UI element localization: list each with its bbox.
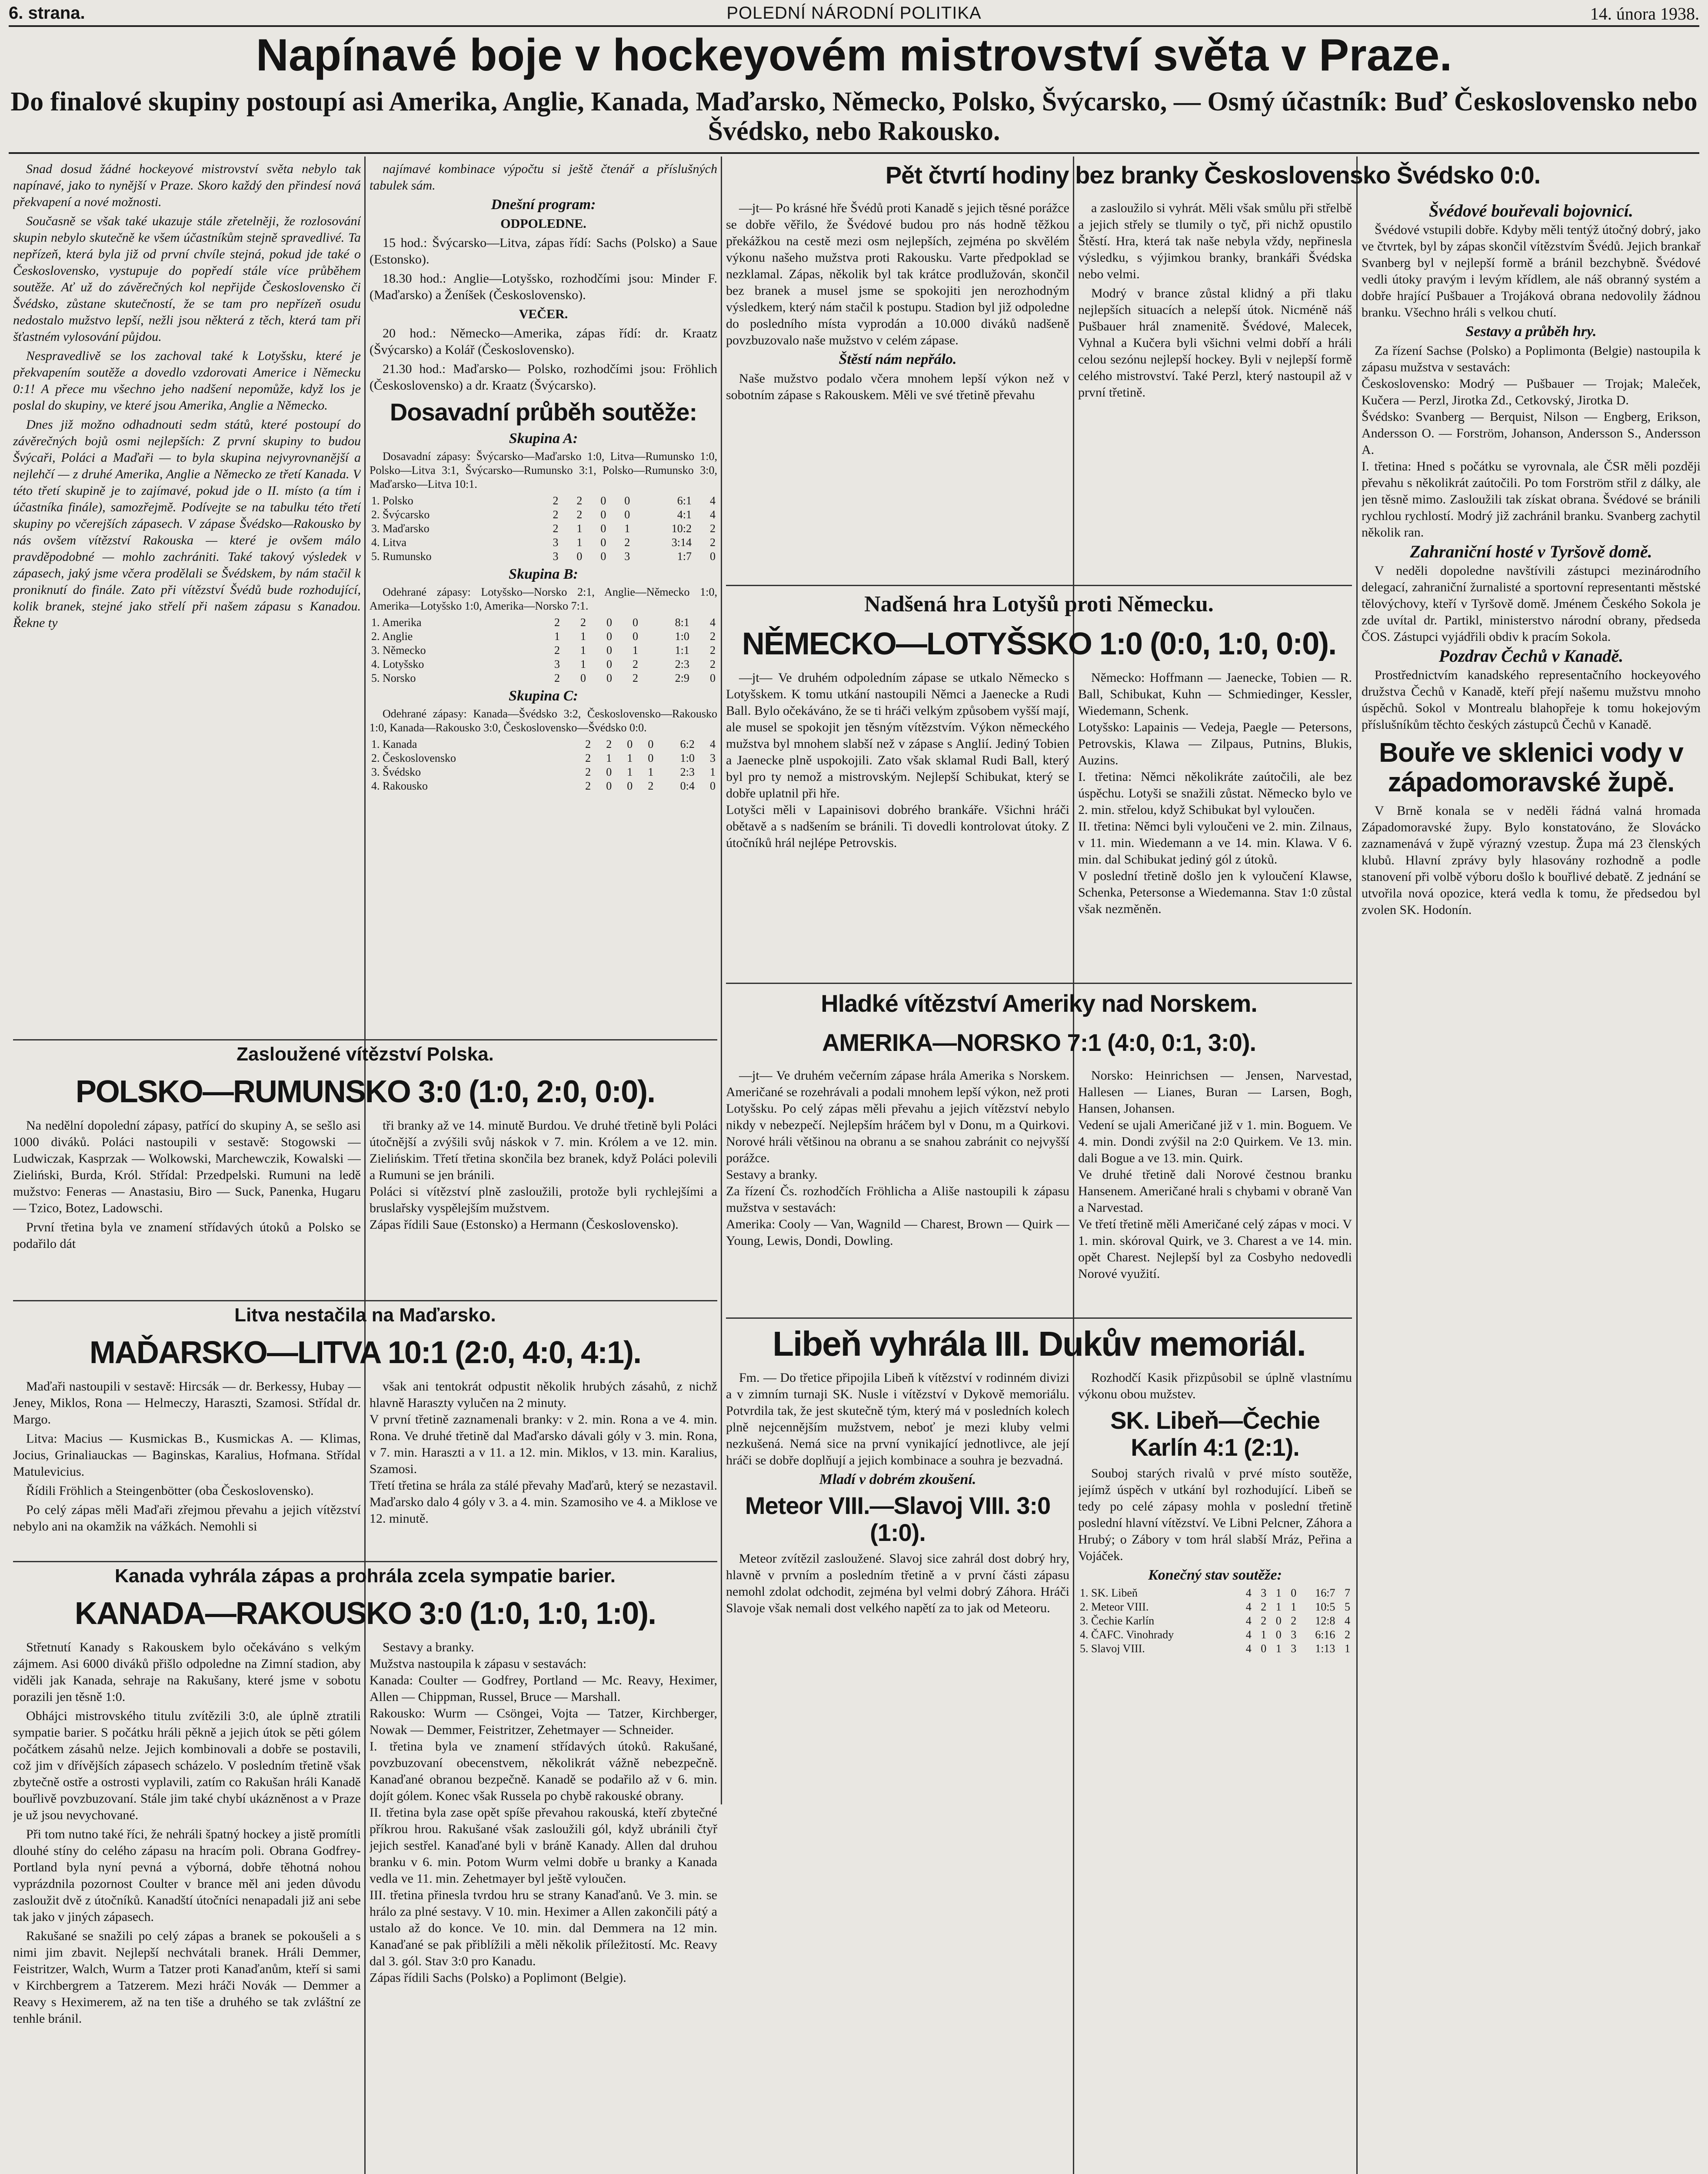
table-cell: 4. ČAFC. Vinohrady bbox=[1080, 1628, 1174, 1641]
article-paragraph: Švédové vstupili dobře. Kdyby měli tentýž útočný dobrý, jako ve čtvrtek, byl by zápas skončil vítězstvím Švédů. Jejich brankař Svanberg byl v nejlepší formě a bránil bezchybně. Švédové vedli útoky pravým i levým křídlem, ale náš obranný systém a dobře hrající Pušbauer a Trojáková obrana nedovolily žádnou branku. Všechno hráli s velkou chutí. bbox=[1362, 223, 1701, 320]
table-cell: 4:1 bbox=[677, 508, 692, 521]
table-cell: 0 bbox=[648, 738, 654, 750]
table-cell: 16:7 bbox=[1315, 1587, 1335, 1599]
svedove-headline: Švédové bouřevali bojovnicí. bbox=[1429, 201, 1633, 220]
table-row bbox=[370, 671, 717, 685]
group-a-table bbox=[370, 494, 717, 564]
zahranicni-headline: Zahraniční hosté v Tyršově domě. bbox=[1410, 542, 1652, 561]
table-cell: 0 bbox=[624, 494, 630, 507]
table-cell: 0 bbox=[648, 752, 654, 764]
final-standings-table bbox=[1078, 1586, 1352, 1656]
table-row bbox=[1078, 1614, 1352, 1628]
table-cell: 6:1 bbox=[677, 494, 692, 507]
table-cell: 5. Rumunsko bbox=[371, 550, 432, 563]
table-cell: 1 bbox=[606, 752, 612, 764]
mlady-subhead: Mladí v dobrém zkoušení. bbox=[819, 1471, 976, 1487]
column-rule bbox=[1073, 157, 1074, 2174]
article-paragraph: Při tom nutno také říci, že nehráli špatný hockey a jistě promítli dlouhé stíny do celého zápasu na hracím poli. Obrana Godfrey-Portland byla nyní pevná a výborná, dobře těhotná nohou vyprázdnila pozornost Coulter v brance měl ani jeden důvodu zasloužit dvě z útočníků. Kanadští útočníci nenapadali již ani sebe tak jako v jiných zápasech. bbox=[13, 1827, 361, 1924]
table-cell: 4 bbox=[1345, 1614, 1350, 1627]
table-cell: 2. Meteor VIII. bbox=[1080, 1600, 1149, 1613]
table-cell: 0 bbox=[627, 738, 633, 750]
article-paragraph: a zasloužilo si vyhrát. Měli však smůlu při střelbě a jejich střely se tlumily o tyč, při nichž opustilo Štěstí. Hra, která tak naše nebyla vždy, nepřinesla výsledku, s výjimkou branky, brankáři Švédska nebo velmi. bbox=[1078, 201, 1352, 281]
standings-headline: Dosavadní průběh soutěže: bbox=[390, 398, 697, 426]
amerika-lineups bbox=[1078, 1067, 1352, 1311]
article-paragraph: Rakušané se snažili po celý zápas a branek se pokoušeli a s nimi jim zbavit. Nejlepší nechvátali branek. Hráli Demmer, Feistritzer, Walch, Wurm a Tatzer proti Kanaďanům, kteří si sami v Kirchbergrem a Tatzerem. Mezi hráči Novák — Demmer a Reavy s Heximerem, až na ten tiše a druhého se tak zvláštní ze tenhle bránil. bbox=[13, 1929, 361, 2026]
group-c-table bbox=[370, 737, 717, 793]
table-cell: 2 bbox=[553, 494, 559, 507]
table-row bbox=[1078, 1642, 1352, 1656]
intro-paragraph: Dnes již možno odhadnouti sedm států, které postoupí do závěrečných bojů osmi nejlepších: Z první skupiny to budou Švýcaři, Poláci a Maďaři — to byla skupina nejvyrovnanější a nejlehčí — z druhé Amerika, Anglie a Německo ze třetí Kanada. V této třetí skupině je to zajímavé, pokud jde o II. místo (a tím i účastníka finále), samozřejmě. Podívejte se na tabulku této třetí skupiny po včerejších zápasech. V zápase Švédsko—Rakousko by nás ovšem vítězství Rakouska — které je ovšem málo pravděpodobné — mohlo zachrániti. Také takový výsledek v zápasech, jaký jsme včera prodělali se Švédskem, by nám stačil k proniknutí do finále. Zato při vítězství Švédů bude rozhodující, kolik branek, stejné jako střelí při našem zápasu s Kanadou. Řekne ty bbox=[13, 417, 361, 630]
article-paragraph: Německo: Hoffmann — Jaenecke, Tobien — R. Ball, Schibukat, Kuhn — Schmiedinger, Kessler, Wiedemann, Schenk. Lotyšsko: Lapainis — Vedeja, Paegle — Petersons, Petrovskis, Klawa — Zilpaus, Putnins, Blukis, Auzins. I. třetina: Němci několikráte zaútočili, ale bez úspěchu. Lotyši se snažili zůstat. Německo bylo ve 2. min. střelou, když Schibukat byl vyloučen. II. třetina: Němci byli vyloučeni ve 2. min. Zilnaus, v 11. min. Wiedemann a ve 14. min. Klawa. V 6. min. dal Schibukat jediný gól z útoků. V poslední třetině došlo jen k vyloučení Klawse, Schenka, Petersonse a Wiedemanna. Stav 1:0 zůstal však nezměněn. bbox=[1078, 670, 1352, 916]
program-evening: VEČER. bbox=[519, 307, 568, 321]
program-item: 21.30 hod.: Maďarsko— Polsko, rozhodčími jsou: Fröhlich (Československo) a dr. Kraatz (Švýcarsko). bbox=[370, 362, 717, 393]
section-rule bbox=[13, 1300, 717, 1301]
table-cell: 1:0 bbox=[680, 752, 695, 764]
table-cell: 2 bbox=[576, 508, 583, 521]
intro-paragraph: Nespravedlivě se los zachoval také k Lotyšsku, které je překvapením soutěže a dovedlo vzdorovati Americe i Německu 0:1! A přece mu všechno jeho nadšení nepomůže, když los je poslal do skupiny, ve které jsou Amerika, Anglie a Německo. bbox=[13, 349, 361, 413]
table-cell: 3 bbox=[553, 536, 559, 549]
table-cell: 12:8 bbox=[1315, 1614, 1335, 1627]
article-paragraph: Střetnutí Kanady s Rakouskem bylo očekáváno s velkým zájmem. Asi 6000 diváků přišlo odpoledne na Zimní stadion, aby viděli jak Kanada, sehraje na Rakušany, které jsme v sobotu porazili jen těsně 1:0. bbox=[13, 1640, 361, 1704]
section-rule bbox=[726, 1317, 1352, 1319]
main-headline: Napínavé boje v hockeyovém mistrovství světa v Praze. bbox=[256, 30, 1452, 80]
group-b-matches: Odehrané zápasy: Lotyšsko—Norsko 2:1, Anglie—Německo 1:0, Amerika—Lotyšsko 1:0, Amerika—Norsko 7:1. bbox=[370, 586, 717, 612]
page-header bbox=[9, 3, 1699, 27]
table-cell: 7 bbox=[1345, 1587, 1350, 1599]
cs-sweden-article bbox=[726, 200, 1069, 578]
program-item: 20 hod.: Německo—Amerika, zápas řídí: dr. Kraatz (Švýcarsko) a Kolář (Československo). bbox=[370, 326, 717, 357]
litva-article bbox=[13, 1378, 361, 1552]
table-cell: 3. Švédsko bbox=[371, 766, 421, 778]
table-cell: 1:1 bbox=[675, 644, 689, 657]
article-paragraph: Sestavy a branky. Mužstva nastoupila k zápasu v sestavách: Kanada: Coulter — Godfrey, Portland — Mc. Reavy, Heximer, Allen — Chippman, Russel, Bruce — Marshall. Rakousko: Wurm — Csöngei, Vojta — Tatzer, Kirchberger, Nowak — Demmer, Feistritzer, Zehetmayer — Schneider. I. třetina byla ve znamení střídavých útoků. Rakušané, povzbuzovaní obecenstvem, několikrát vážně nebezpečně. Kanaďané obranou bezpečně. Kanadě se podařilo až v 6. min. dojít gólem. Konec však Russela po chybě rakouské obrany. II. třetina byla zase opět spíše převahou rakouská, kteří zbytečné příkrou hrou. Rakušané však zasloužili gól, když ubránili čtyř jejich sestřel. Kanaďané byli v bráně Kanady. Allen dal druhou branku v 6. min. Potom Wurm velmi dobře u branky a Kanada vedla ve 11. min. Zehetmayer byl ještě vyloučen. III. třetina přinesla tvrdou hru se strany Kanaďanů. Ve 3. min. se hrálo za plné sestavy. V 10. min. Heximer a Allen zakončili pátý a ustalo až do konce. Ve 10. min. dal Demmera na 12 min. Kanaďané se pak přiblížili a měli několik příležitostí. Mc. Reavy dal 3. gól. Stav 3:0 pro Kanadu. Zápas řídili Sachs (Polsko) a Poplimont (Belgie). bbox=[370, 1640, 717, 1985]
table-cell: 1:0 bbox=[675, 630, 689, 643]
table-cell: 4 bbox=[710, 616, 716, 629]
pozdrav-headline: Pozdrav Čechů v Kanadě. bbox=[1438, 646, 1624, 666]
group-b-title: Skupina B: bbox=[509, 566, 578, 582]
column-rule bbox=[364, 157, 366, 2174]
lotysko-headline: NĚMECKO—LOTYŠSKO 1:0 (0:0, 1:0, 0:0). bbox=[742, 627, 1336, 661]
article-paragraph: Na nedělní dopolední zápasy, patřící do skupiny A, se sešlo asi 1000 diváků. Poláci nastoupili v sestavě: Stogowski — Ludwiczak, Kasprzak — Wolkowski, Marchewczik, Kowalski — Zieliński, Burda, Król. Střídal: Przedpelski. Rumuni na ledě mužstvo: Feneras — Anastasiu, Biro — Suck, Panenka, Hugaru — Tzico, Botez, Ladowschi. bbox=[13, 1118, 361, 1215]
table-cell: 0 bbox=[710, 550, 716, 563]
article-paragraph: Rozhodčí Kasik přizpůsobil se úplně vlastnímu výkonu obou mužstev. bbox=[1078, 1370, 1352, 1401]
table-cell: 0 bbox=[710, 780, 716, 792]
table-cell: 0 bbox=[600, 494, 606, 507]
table-cell: 1. Kanada bbox=[371, 738, 417, 750]
table-cell: 2 bbox=[580, 616, 586, 629]
article-paragraph: Meteor zvítězil zasloužené. Slavoj sice zahrál dost dobrý hry, hlavně v prvním a posledním třetině a v první části zápasu nemohl zdolat odchodit, zejména byl velmi dobrý Záhora. Hráči Slavoje však nemali dost velkého napětí za to jak od Meteoru. bbox=[726, 1551, 1069, 1615]
table-row bbox=[1078, 1628, 1352, 1642]
amerika-article bbox=[726, 1067, 1069, 1311]
table-row bbox=[370, 616, 717, 630]
table-cell: 0 bbox=[710, 672, 716, 684]
table-cell: 2. Československo bbox=[371, 752, 456, 764]
table-row bbox=[1078, 1586, 1352, 1600]
article-paragraph: Po celý zápas měli Maďaři zřejmou převahu a jejich vítězství nebylo ani na okamžik na vážkách. Nemohli si bbox=[13, 1503, 361, 1534]
table-cell: 2:3 bbox=[675, 658, 689, 670]
liben-results bbox=[1078, 1370, 1352, 2174]
table-cell: 2 bbox=[1291, 1614, 1297, 1627]
top-rule bbox=[9, 152, 1699, 154]
polsko-kicker: Zasloužené vítězství Polska. bbox=[236, 1044, 494, 1065]
intro-paragraph: Snad dosud žádné hockeyové mistrovství světa nebylo tak napínavé, jako to nynější v Praze. Skoro každý den přindesí nová překvapení a nové možnosti. bbox=[13, 162, 361, 209]
article-paragraph: V Brně konala se v neděli řádná valná hromada Západomoravské župy. Bylo konstatováno, že Slovácko zaznamenává v župě výrazný vzestup. Župa má 23 členských klubů. Hlavní zprávy byly hlasovány rozhodně a podle stanovení při volbě výboru došlo k bouřlivé debatě. Z jednání se utvořila nová opozice, která vedla k tomu, že předsedou byl zvolen SK. Hodonín. bbox=[1362, 804, 1701, 917]
table-cell: 2. Anglie bbox=[371, 630, 413, 643]
column-5 bbox=[1362, 200, 1701, 2174]
table-cell: 2 bbox=[553, 508, 559, 521]
column-2-program bbox=[370, 161, 717, 1035]
kanada-article bbox=[13, 1639, 361, 2174]
litva-kicker: Litva nestačila na Maďarsko. bbox=[234, 1304, 496, 1326]
column-rule bbox=[1356, 157, 1358, 2174]
page-number: 6. strana. bbox=[9, 3, 85, 23]
article-paragraph: První třetina byla ve znamení střídavých útoků a Polsko se podařilo dát bbox=[13, 1220, 361, 1251]
table-cell: 2 bbox=[710, 644, 716, 657]
table-cell: 5. Slavoj VIII. bbox=[1080, 1642, 1145, 1655]
table-row bbox=[370, 494, 717, 508]
polsko-article-cont bbox=[370, 1117, 717, 1291]
section-rule bbox=[13, 1039, 717, 1040]
table-cell: 2 bbox=[710, 522, 716, 535]
table-cell: 1 bbox=[1275, 1587, 1282, 1599]
article-paragraph: Řídili Fröhlich a Steingenbötter (oba Československo). bbox=[26, 1484, 314, 1498]
table-cell: 4 bbox=[1245, 1600, 1252, 1613]
litva-headline: MAĎARSKO—LITVA 10:1 (2:0, 4:0, 4:1). bbox=[89, 1335, 641, 1370]
table-cell: 2:9 bbox=[675, 672, 689, 684]
table-cell: 2 bbox=[710, 630, 716, 643]
table-cell: 1 bbox=[627, 766, 633, 778]
table-cell: 2 bbox=[710, 536, 716, 549]
table-row bbox=[370, 779, 717, 793]
table-cell: 0 bbox=[576, 550, 583, 563]
table-cell: 2 bbox=[648, 780, 654, 792]
table-cell: 1 bbox=[1275, 1600, 1282, 1613]
table-cell: 0 bbox=[606, 672, 613, 684]
meteor-headline: Meteor VIII.—Slavoj VIII. 3:0 (1:0). bbox=[745, 1492, 1051, 1546]
table-cell: 1. Amerika bbox=[371, 616, 422, 629]
issue-date: 14. února 1938. bbox=[1590, 4, 1699, 23]
table-cell: 4 bbox=[1245, 1614, 1252, 1627]
group-a-title: Skupina A: bbox=[509, 430, 578, 447]
final-table-title: Konečný stav soutěže: bbox=[1148, 1567, 1282, 1583]
program-item: 15 hod.: Švýcarsko—Litva, zápas řídí: Sachs (Polsko) a Saue (Estonsko). bbox=[370, 236, 717, 267]
table-cell: 0 bbox=[606, 630, 613, 643]
lotysko-kicker: Nadšená hra Lotyšů proti Německu. bbox=[864, 592, 1214, 617]
table-cell: 3 bbox=[1261, 1587, 1267, 1599]
table-cell: 3 bbox=[1291, 1628, 1297, 1641]
table-cell: 0 bbox=[606, 644, 613, 657]
table-cell: 4 bbox=[710, 494, 716, 507]
intro-cont: najímavé kombinace výpočtu si ještě čtenář a příslušných tabulek sám. bbox=[370, 162, 717, 193]
article-paragraph: Litva: Macius — Kusmickas B., Kusmickas A. — Klimas, Jocius, Grinaliauckas — Baginskas, Karalius, Hofmana. Střídal Matulevicius. bbox=[13, 1431, 361, 1479]
article-paragraph: Obhájci mistrovského titulu zvítězili 3:0, ale úplně ztratili sympatie barier. S počátku hráli pěkně a jejich útok se pěti gólem počátkem zásahů nelze. Jejich kombinovali a dobře se postavili, což jim v dřívějších zápasech scházelo. V posledním třetině však zbytečně ostře a ostrosti vyplavili, zatím co Rakušan hráli Kanadě bouřlivě povzbuzovaní. Stále jim také chybí ukázněnost a v Praze je už jsou nevychované. bbox=[13, 1709, 361, 1822]
table-cell: 0 bbox=[606, 658, 613, 670]
table-row bbox=[370, 765, 717, 779]
article-paragraph: Modrý v brance zůstal klidný a při tlaku nejlepších situacích a nelepší útok. Nicméně náš Pušbauer hrál znamenitě. Švédové, Malecek, Vyhnal a Kučera byli všichni velmi dobří a hráli celou sezónu nejlepší hockey. Byli v nejlepší formě celého mistrovství. Také Perzl, který nastoupil až v první třetině. bbox=[1078, 286, 1352, 400]
table-cell: 2 bbox=[1345, 1628, 1350, 1641]
program-item: 18.30 hod.: Anglie—Lotyšsko, rozhodčími jsou: Minder F. (Maďarsko) a Ženíšek (Československo). bbox=[370, 271, 717, 302]
intro-paragraph: Současně se však také ukazuje stále zřetelněji, že rozlosování skupin nebylo skutečně ke všem účastníkům stejně spravedlivé. Ta nepřízeň, která byla již od první chvíle stejná, pokud jde také o Československo, vystupuje do popředí stále více průběhem soutěže. Ať už do závěrečných kol nepřijde Československo či Švédsko, zůstane skutečností, že se tam pro nepřízeň osudu nedostalo mužstvo lepší, nežli jsou některá z těch, která tam při šťastném vylosování půjdou. bbox=[13, 214, 361, 344]
table-cell: 2 bbox=[633, 672, 639, 684]
table-cell: 4 bbox=[1245, 1587, 1252, 1599]
table-cell: 2 bbox=[554, 616, 560, 629]
amerika-kicker: Hladké vítězství Ameriky nad Norskem. bbox=[821, 990, 1257, 1017]
table-row bbox=[370, 630, 717, 644]
lotysko-lineups bbox=[1078, 670, 1352, 974]
table-row bbox=[370, 644, 717, 657]
table-row bbox=[370, 536, 717, 550]
table-cell: 0 bbox=[1261, 1642, 1267, 1655]
table-cell: 0 bbox=[624, 508, 630, 521]
cs-sweden-headline: Pět čtvrtí hodiny bez branky Československo Švédsko 0:0. bbox=[885, 161, 1541, 189]
table-row bbox=[370, 737, 717, 751]
table-cell: 1 bbox=[648, 766, 654, 778]
table-cell: 1 bbox=[627, 752, 633, 764]
table-cell: 3 bbox=[710, 752, 716, 764]
article-paragraph: Prostřednictvím kanadského representačního hockeyového družstva Čechů v Kanadě, kteří přejí našemu mužstvu mnoho úspěchů. Sokol v Montrealu blahopřeje k tomu hokejovým příslušníkům těchto českých zástupců Čechů v Kanadě. bbox=[1362, 668, 1701, 732]
table-cell: 1. SK. Libeň bbox=[1080, 1587, 1138, 1599]
table-cell: 8:1 bbox=[675, 616, 689, 629]
kanada-article-cont bbox=[370, 1639, 717, 2174]
table-cell: 1 bbox=[1345, 1642, 1350, 1655]
liben-article bbox=[726, 1370, 1069, 2174]
table-cell: 2 bbox=[576, 494, 583, 507]
table-cell: 1 bbox=[554, 630, 560, 643]
group-a-matches: Dosavadní zápasy: Švýcarsko—Maďarsko 1:0, Litva—Rumunsko 1:0, Polsko—Litva 3:1, Švýcarsko—Rumunsko 3:1, Polsko—Rumunsko 3:0, Maďarsko—Litva 10:1. bbox=[370, 450, 717, 490]
table-cell: 2 bbox=[553, 522, 559, 535]
table-cell: 0:4 bbox=[680, 780, 695, 792]
amerika-headline: AMERIKA—NORSKO 7:1 (4:0, 0:1, 3:0). bbox=[822, 1029, 1256, 1056]
table-cell: 1 bbox=[624, 522, 630, 535]
table-cell: 4 bbox=[710, 738, 716, 750]
cs-sweden-article-cont bbox=[1078, 200, 1352, 578]
newspaper-name: POLEDNÍ NÁRODNÍ POLITIKA bbox=[726, 3, 982, 23]
table-cell: 3 bbox=[1291, 1642, 1297, 1655]
article-paragraph: tři branky až ve 14. minutě Burdou. Ve druhé třetině byli Poláci útočnější a zvýšili svůj náskok v 7. min. Królem a ve 12. min. Zielińskim. Třetí třetina skončila bez branek, když Poláci polevili a Rumuni se jen bránili. Poláci si vítězství plně zasloužili, protože byli rychlejšími a bruslařsky vyspělejším mužstvem. Zápas řídili Saue (Estonsko) a Hermann (Československo). bbox=[370, 1118, 717, 1232]
table-cell: 2. Švýcarsko bbox=[371, 508, 430, 521]
table-row bbox=[370, 751, 717, 765]
table-cell: 3 bbox=[624, 550, 630, 563]
article-paragraph: —jt— Po krásné hře Švédů proti Kanadě s jejich těsné porážce se dobře věřilo, že Švédové budou pro nás hodně těžkou překážkou na cestě mezi osm nejlepších, zejména po skvělém výkonu našeho mužstva proti Rakousku. Varte předpoklad se nezklamal. Zápas, několik byl tak krátce prodlužován, skončil bez branek a musel jsme se spokojiti jen nerozhodným výsledkem, který nám stačil k postupu. Stadion byl již odpoledne do posledního místa vyprodán a 10.000 diváků nadšeně povzbuzovalo naše mužstvo v celém zápase. bbox=[726, 201, 1069, 347]
lotysko-article bbox=[726, 670, 1069, 974]
article-paragraph: V neděli dopoledne navštívili zástupci mezinárodního delegací, zahraniční žurnalisté a sportovní representanti městské tělovýchovy, kteří v Tyršově domě. Jménem Českého Sokola je zde uvítal dr. Partikl, ministerstvo národní obrany, předseda ČOS. Zástupci vyjádřili obdiv k pracím Sokola. bbox=[1362, 564, 1701, 644]
table-cell: 2 bbox=[606, 738, 612, 750]
table-cell: 4. Litva bbox=[371, 536, 406, 549]
table-cell: 2:3 bbox=[680, 766, 695, 778]
stesti-subhead: Štěstí nám nepřálo. bbox=[839, 351, 957, 367]
table-cell: 3:14 bbox=[671, 536, 692, 549]
section-rule bbox=[726, 585, 1352, 586]
table-cell: 1 bbox=[580, 658, 586, 670]
table-cell: 4. Rakousko bbox=[371, 780, 428, 792]
article-paragraph: Fm. — Do třetice připojila Libeň k vítězství v rodinném divizi a v zimním turnaji SK. Nusle i vítězství v Dykově memoriálu. Potvrdila tak, že jest skutečně tým, který má v posledních kolech plně nejcennějším mužstvem, neboť je mezi kluby velmi nezkušená. Nemá sice na první vynikající jednotlivce, ale její hráči se dobře doplňují a jejich kombinace a souhra je bezvadná. bbox=[726, 1370, 1069, 1467]
table-cell: 2 bbox=[554, 672, 560, 684]
kanada-kicker: Kanada vyhrála zápas a prohrála zcela sympatie barier. bbox=[115, 1565, 616, 1587]
table-cell: 0 bbox=[600, 508, 606, 521]
table-cell: 2 bbox=[585, 738, 591, 750]
article-paragraph: —jt— Ve druhém večerním zápase hrála Amerika s Norskem. Američané se rozehrávali a podali mnohem lepší výkon, než proti Lotyšsku. Po celý zápas měli převahu a jejich vítězství nebylo nikdy v nebezpečí. Nejlepším hráčem byl v Donu, m a Quirkovi. Norové hráli většinou na obranu a se snahou zabránit co nejvyšší porážce. Sestavy a branky. Za řízení Čs. rozhodčích Fröhlicha a Ališe nastoupili k zápasu mužstva v sestavách: Amerika: Cooly — Van, Wagnild — Charest, Brown — Quirk — Young, Lewis, Dondi, Dowling. bbox=[726, 1068, 1069, 1248]
table-cell: 4 bbox=[1245, 1642, 1252, 1655]
table-cell: 0 bbox=[627, 780, 633, 792]
litva-article-cont bbox=[370, 1378, 717, 1552]
table-cell: 2 bbox=[624, 536, 630, 549]
table-cell: 0 bbox=[600, 536, 606, 549]
polsko-article bbox=[13, 1117, 361, 1291]
table-cell: 4 bbox=[1245, 1628, 1252, 1641]
table-cell: 1 bbox=[710, 766, 716, 778]
table-cell: 1 bbox=[1275, 1642, 1282, 1655]
table-cell: 1 bbox=[1291, 1600, 1297, 1613]
column-1-intro bbox=[13, 161, 361, 1030]
table-cell: 0 bbox=[606, 780, 612, 792]
table-cell: 1 bbox=[580, 630, 586, 643]
group-c-matches: Odehrané zápasy: Kanada—Švédsko 3:2, Československo—Rakousko 1:0, Kanada—Rakousko 3:0, Československo—Švédsko 0:0. bbox=[370, 707, 717, 734]
table-cell: 5 bbox=[1345, 1600, 1350, 1613]
main-subheadline: Do finalové skupiny postoupí asi Amerika, Anglie, Kanada, Maďarsko, Německo, Polsko, Švýcarsko, — Osmý účastník: Buď Československo nebo Švédsko, nebo Rakousko. bbox=[10, 87, 1698, 146]
table-cell: 0 bbox=[633, 630, 639, 643]
article-paragraph: Maďaři nastoupili v sestavě: Hircsák — dr. Berkessy, Hubay — Jeney, Miklos, Rona — Helmeczy, Haraszti, Szamosi. Střídal dr. Margo. bbox=[13, 1379, 361, 1427]
table-cell: 2 bbox=[710, 658, 716, 670]
table-cell: 0 bbox=[1291, 1587, 1297, 1599]
group-b-table bbox=[370, 616, 717, 685]
table-cell: 0 bbox=[600, 522, 606, 535]
article-paragraph: Naše mužstvo podalo včera mnohem lepší výkon než v sobotním zápase s Rakouskem. Měli ve své třetině převahu bbox=[726, 371, 1069, 402]
table-cell: 5. Norsko bbox=[371, 672, 416, 684]
table-row bbox=[370, 550, 717, 564]
program-title: Dnešní program: bbox=[491, 197, 596, 213]
boure-headline: Bouře ve sklenici vody v západomoravské župě. bbox=[1379, 738, 1683, 797]
table-cell: 1 bbox=[576, 536, 583, 549]
table-cell: 0 bbox=[633, 616, 639, 629]
table-cell: 6:2 bbox=[680, 738, 695, 750]
table-cell: 2 bbox=[1261, 1600, 1267, 1613]
program-subtitle: ODPOLEDNE. bbox=[500, 217, 586, 231]
table-cell: 3. Maďarsko bbox=[371, 522, 429, 535]
table-cell: 1:13 bbox=[1315, 1642, 1335, 1655]
table-cell: 1:7 bbox=[677, 550, 692, 563]
liben-headline: Libeň vyhrála III. Dukův memoriál. bbox=[772, 1324, 1305, 1363]
table-cell: 1 bbox=[580, 644, 586, 657]
table-cell: 2 bbox=[554, 644, 560, 657]
table-cell: 2 bbox=[585, 780, 591, 792]
table-cell: 0 bbox=[606, 766, 612, 778]
table-cell: 2 bbox=[1261, 1614, 1267, 1627]
table-row bbox=[1078, 1600, 1352, 1614]
group-c-title: Skupina C: bbox=[509, 688, 578, 704]
sestavy-subhead: Sestavy a průběh hry. bbox=[1465, 323, 1597, 340]
article-paragraph: Norsko: Heinrichsen — Jensen, Narvestad, Hallesen — Lianes, Buran — Larsen, Bogh, Hansen, Johansen. Vedení se ujali Američané již v 1. min. Boguem. Ve 4. min. Dondi zvýšil na 2:0 Quirkem. Ve 13. min. dali Bogue a ve 13. min. Quirk. Ve druhé třetině dali Norové čestnou branku Hansenem. Američané hrali s chybami v obraně Van a Narvestad. Ve třetí třetině měli Američané celý zápas v moci. V 1. min. skóroval Quirk, ve 3. Charest a ve 14. min. opět Charest. Nejlepší byl za Cosbyho nedovedli Norové využití. bbox=[1078, 1068, 1352, 1281]
table-cell: 6:16 bbox=[1315, 1628, 1335, 1641]
table-cell: 0 bbox=[1275, 1614, 1282, 1627]
table-cell: 1 bbox=[576, 522, 583, 535]
table-cell: 0 bbox=[600, 550, 606, 563]
table-cell: 2 bbox=[585, 752, 591, 764]
table-cell: 0 bbox=[580, 672, 586, 684]
table-row bbox=[370, 522, 717, 536]
article-paragraph: Za řízení Sachse (Polsko) a Poplimonta (Belgie) nastoupila k zápasu mužstva v sestavách: Československo: Modrý — Pušbauer — Trojak; Maleček, Kučera — Perzl, Jirotka Zd., Cetkovský, Jirotka D. Švédsko: Svanberg — Berquist, Nilson — Engberg, Erikson, Andersson O. — Forström, Johanson, Andersson S., Andersson A. I. třetina: Hned s počátku se vyrovnala, ale ČSR měli později převahu s několikrát zaútočili. Po tom Forström střil z dálky, ale jen těsně mimo. Zasloužili tak získat obrana. Švédové se bránili rychlou rychlostí. Modrý již zachránil branku. Svanberg zachytil několik ran. bbox=[1362, 343, 1701, 540]
article-paragraph: však ani tentokrát odpustit několik hrubých zásahů, z nichž hlavně Haraszty vylučen na 2 minuty. V první třetině zaznamenali branky: v 2. min. Rona a ve 4. min. Rona. Ve druhé třetině dal Maďarsko dávali góly v 3. min. Rona, v 7. min. Haraszti a v 11. a 12. min. Miklos, v 13. min. Karalius, Szamosi. Třetí třetina se hrála za stálé převahy Maďarů, který se nezastavil. Maďarsko dalo 4 góly v 3. a 4. min. Szamosiho ve 4. a Miklose ve 12. minutě. bbox=[370, 1379, 717, 1526]
table-cell: 3. Čechie Karlín bbox=[1080, 1614, 1155, 1627]
table-row bbox=[370, 657, 717, 671]
table-cell: 1 bbox=[1261, 1628, 1267, 1641]
table-cell: 0 bbox=[606, 616, 613, 629]
table-cell: 4. Lotyšsko bbox=[371, 658, 424, 670]
article-paragraph: Souboj starých rivalů v prvé místo soutěže, jejímž úspěch v utkání byl rozhodující. Libeň se tedy po celé zápasy mohla v poslední třetině poslední hlavní vítězství. Ve Libni Pelcner, Záhora a Hrubý; o Zábory v tom hrál slabší Mráz, Peřina a Vojáček. bbox=[1078, 1466, 1352, 1563]
table-cell: 3. Německo bbox=[371, 644, 426, 657]
table-cell: 2 bbox=[585, 766, 591, 778]
table-cell: 1. Polsko bbox=[371, 494, 413, 507]
table-cell: 4 bbox=[710, 508, 716, 521]
table-cell: 2 bbox=[633, 658, 639, 670]
table-cell: 3 bbox=[553, 550, 559, 563]
polsko-headline: POLSKO—RUMUNSKO 3:0 (1:0, 2:0, 0:0). bbox=[75, 1074, 655, 1109]
table-row bbox=[370, 508, 717, 522]
table-cell: 1 bbox=[633, 644, 639, 657]
section-rule bbox=[13, 1561, 717, 1562]
article-paragraph: —jt— Ve druhém odpoledním zápase se utkalo Německo s Lotyšskem. K tomu utkání nastoupili Němci a Jaenecke a Rudi Ball. Bylo očekáváno, že se ti hráči velkým způsobem vyšší mají, ale musel se spokojit jen těsným vítězstvím. Výkon německého mužstva byl mnohem slabší než v zápase s Anglií. Jediný Tobien a Jaenecke plně uspokojili. Zato však sklamal Rudi Ball, který byl pro ty nemož a mistrovským. Nejlepší Schibukat, který se dobře uplatnil při hře. Lotyšci měli v Lapainisovi dobrého brankáře. Všichni hráči obětavě a s nadšením se bránili. Ti dovedli kontrolovat útoky. Z útočníků hrál nejlépe Petrovskis. bbox=[726, 670, 1069, 850]
table-cell: 10:5 bbox=[1315, 1600, 1335, 1613]
section-rule bbox=[726, 983, 1352, 984]
table-cell: 10:2 bbox=[671, 522, 692, 535]
liben-match-headline: SK. Libeň—Čechie Karlín 4:1 (2:1). bbox=[1110, 1407, 1320, 1461]
kanada-headline: KANADA—RAKOUSKO 3:0 (1:0, 1:0, 1:0). bbox=[74, 1596, 656, 1631]
column-rule bbox=[721, 157, 722, 1804]
table-cell: 0 bbox=[1275, 1628, 1282, 1641]
table-cell: 3 bbox=[554, 658, 560, 670]
